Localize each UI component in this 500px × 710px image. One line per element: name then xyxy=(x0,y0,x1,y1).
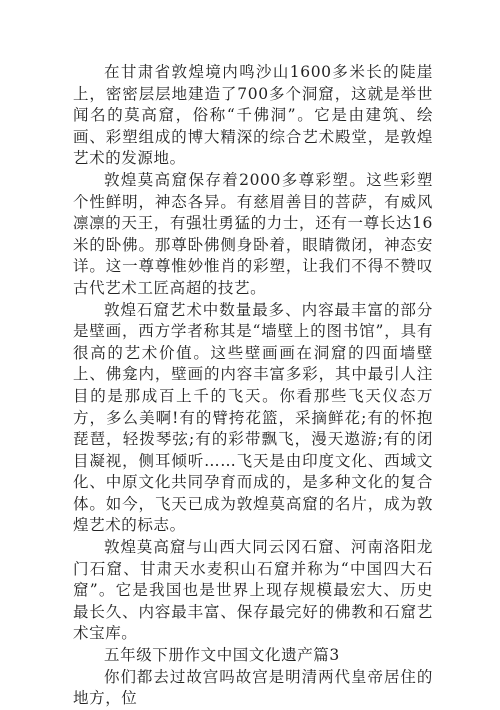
paragraph-forbidden-city-start: 你们都去过故宫吗故宫是明清两代皇帝居住的地方，位 xyxy=(73,667,433,708)
paragraph-painted-sculptures: 敦煌莫高窟保存着2000多尊彩塑。这些彩塑个性鲜明，神态各异。有慈眉善目的菩萨，有威风凛凛的天王，有强壮勇猛的力士，还有一尊长达16米的卧佛。那尊卧佛侧身卧着，眼睛微闭，神态安详。这一尊尊惟妙惟肖的彩塑，让我们不得不赞叹古代艺术工匠高超的技艺。 xyxy=(73,170,433,297)
paragraph-four-grottoes: 敦煌莫高窟与山西大同云冈石窟、河南洛阳龙门石窟、甘肃天水麦积山石窟并称为“中国四大石窟”。它是我国也是世界上现存规模最宏大、历史最长久、内容最丰富、保存最完好的佛教和石窟艺术宝库。 xyxy=(73,538,433,643)
document-body xyxy=(73,62,433,710)
section-heading: 五年级下册作文中国文化遗产篇3 xyxy=(104,646,340,665)
paragraph-murals-flying-apsaras: 敦煌石窟艺术中数量最多、内容最丰富的部分是壁画，西方学者称其是“墙壁上的图书馆”，具有很高的艺术价值。这些壁画画在洞窟的四面墙壁上、佛龛内，壁画的内容丰富多彩，其中最引人注目的是那成百上千的飞天。你看那些飞天仪态万方，多么美啊!有的臂挎花篮，采摘鲜花;有的怀抱琵琶，轻拨琴弦;有的彩带飘飞，漫天遨游;有的闭目凝视，侧耳倾听……飞天是由印度文化、西域文化、中原文化共同孕育而成的，是多种文化的复合体。如今，飞天已成为敦煌莫高窟的名片，成为敦煌艺术的标志。 xyxy=(73,300,433,535)
paragraph-mogao-intro: 在甘肃省敦煌境内鸣沙山1600多米长的陡崖上，密密层层地建造了700多个洞窟，这就是举世闻名的莫高窟，俗称“千佛洞”。它是由建筑、绘画、彩塑组成的博大精深的综合艺术殿堂，是敦煌艺术的发源地。 xyxy=(73,63,433,168)
